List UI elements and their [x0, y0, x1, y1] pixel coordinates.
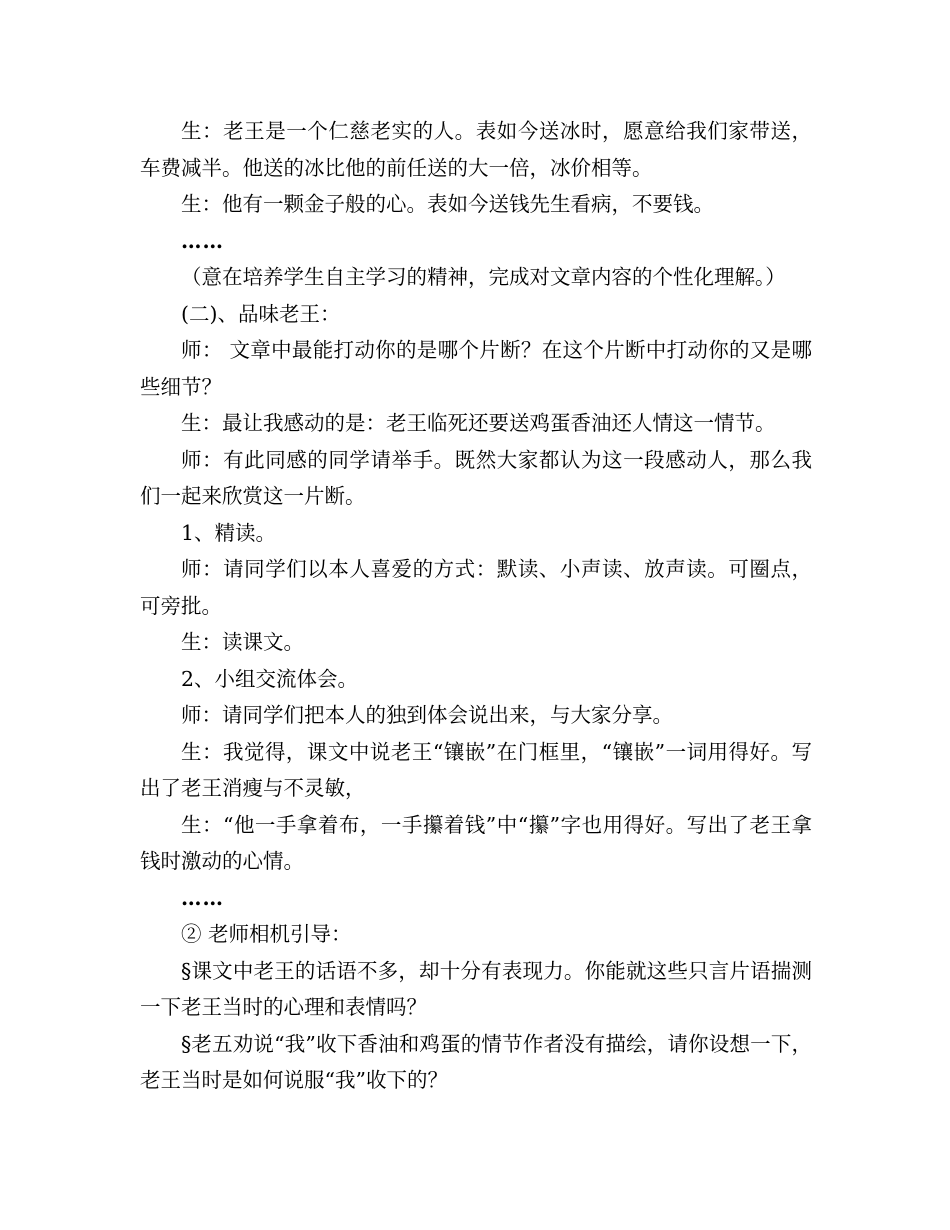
paragraph-student-reading: 生：读课文。	[181, 630, 304, 654]
ellipsis-2: ……	[181, 885, 224, 910]
paragraph-teacher-instruction: 师：请同学们以本人喜爱的方式：默读、小声读、放声读。可圈点，可旁批。	[140, 557, 812, 618]
step-heading-teacher-guidance: ② 老师相机引导：	[181, 922, 352, 946]
paragraph-teacher-response: 师：有此同感的同学请举手。既然大家都认为这一段感动人，那么我们一起来欣赏这一片断。	[140, 447, 812, 508]
document-body	[140, 113, 812, 1099]
paragraph-teacher-share: 师：请同学们把本人的独到体会说出来，与大家分享。	[181, 703, 673, 727]
section-heading-savor-laowang: (二)、品味老王：	[181, 301, 341, 326]
paragraph-student-answer-5: 生：“他一手拿着布，一手攥着钱”中“攥”字也用得好。写出了老王拿钱时激动的心情。	[140, 812, 812, 873]
step-heading-close-reading: 1、精读。	[181, 520, 277, 545]
paragraph-design-note: （意在培养学生自主学习的精神，完成对文章内容的个性化理解。）	[181, 265, 786, 289]
paragraph-student-answer-3: 生：最让我感动的是：老王临死还要送鸡蛋香油还人情这一情节。	[181, 411, 776, 435]
paragraph-student-answer-4: 生：我觉得，课文中说老王“镶嵌”在门框里，“镶嵌”一词用得好。写出了老王消瘦与不灵敏，	[140, 739, 812, 800]
paragraph-teacher-question: 师： 文章中最能打动你的是哪个片断？在这个片断中打动你的又是哪些细节？	[140, 338, 812, 399]
paragraph-guidance-2: §老五劝说“我”收下香油和鸡蛋的情节作者没有描绘，请你设想一下，老王当时是如何说服“我”收下的？	[140, 1031, 812, 1092]
step-heading-group-discussion: 2、小组交流体会。	[181, 666, 359, 691]
paragraph-student-answer-1: 生：老王是一个仁慈老实的人。表如今送冰时，愿意给我们家带送，车费减半。他送的冰比他的前任送的大一倍，冰价相等。	[140, 119, 812, 180]
paragraph-student-answer-2: 生：他有一颗金子般的心。表如今送钱先生看病，不要钱。	[181, 192, 714, 216]
paragraph-guidance-1: §课文中老王的话语不多，却十分有表现力。你能就这些只言片语揣测一下老王当时的心理和表情吗？	[140, 958, 812, 1019]
ellipsis-1: ……	[181, 228, 224, 253]
